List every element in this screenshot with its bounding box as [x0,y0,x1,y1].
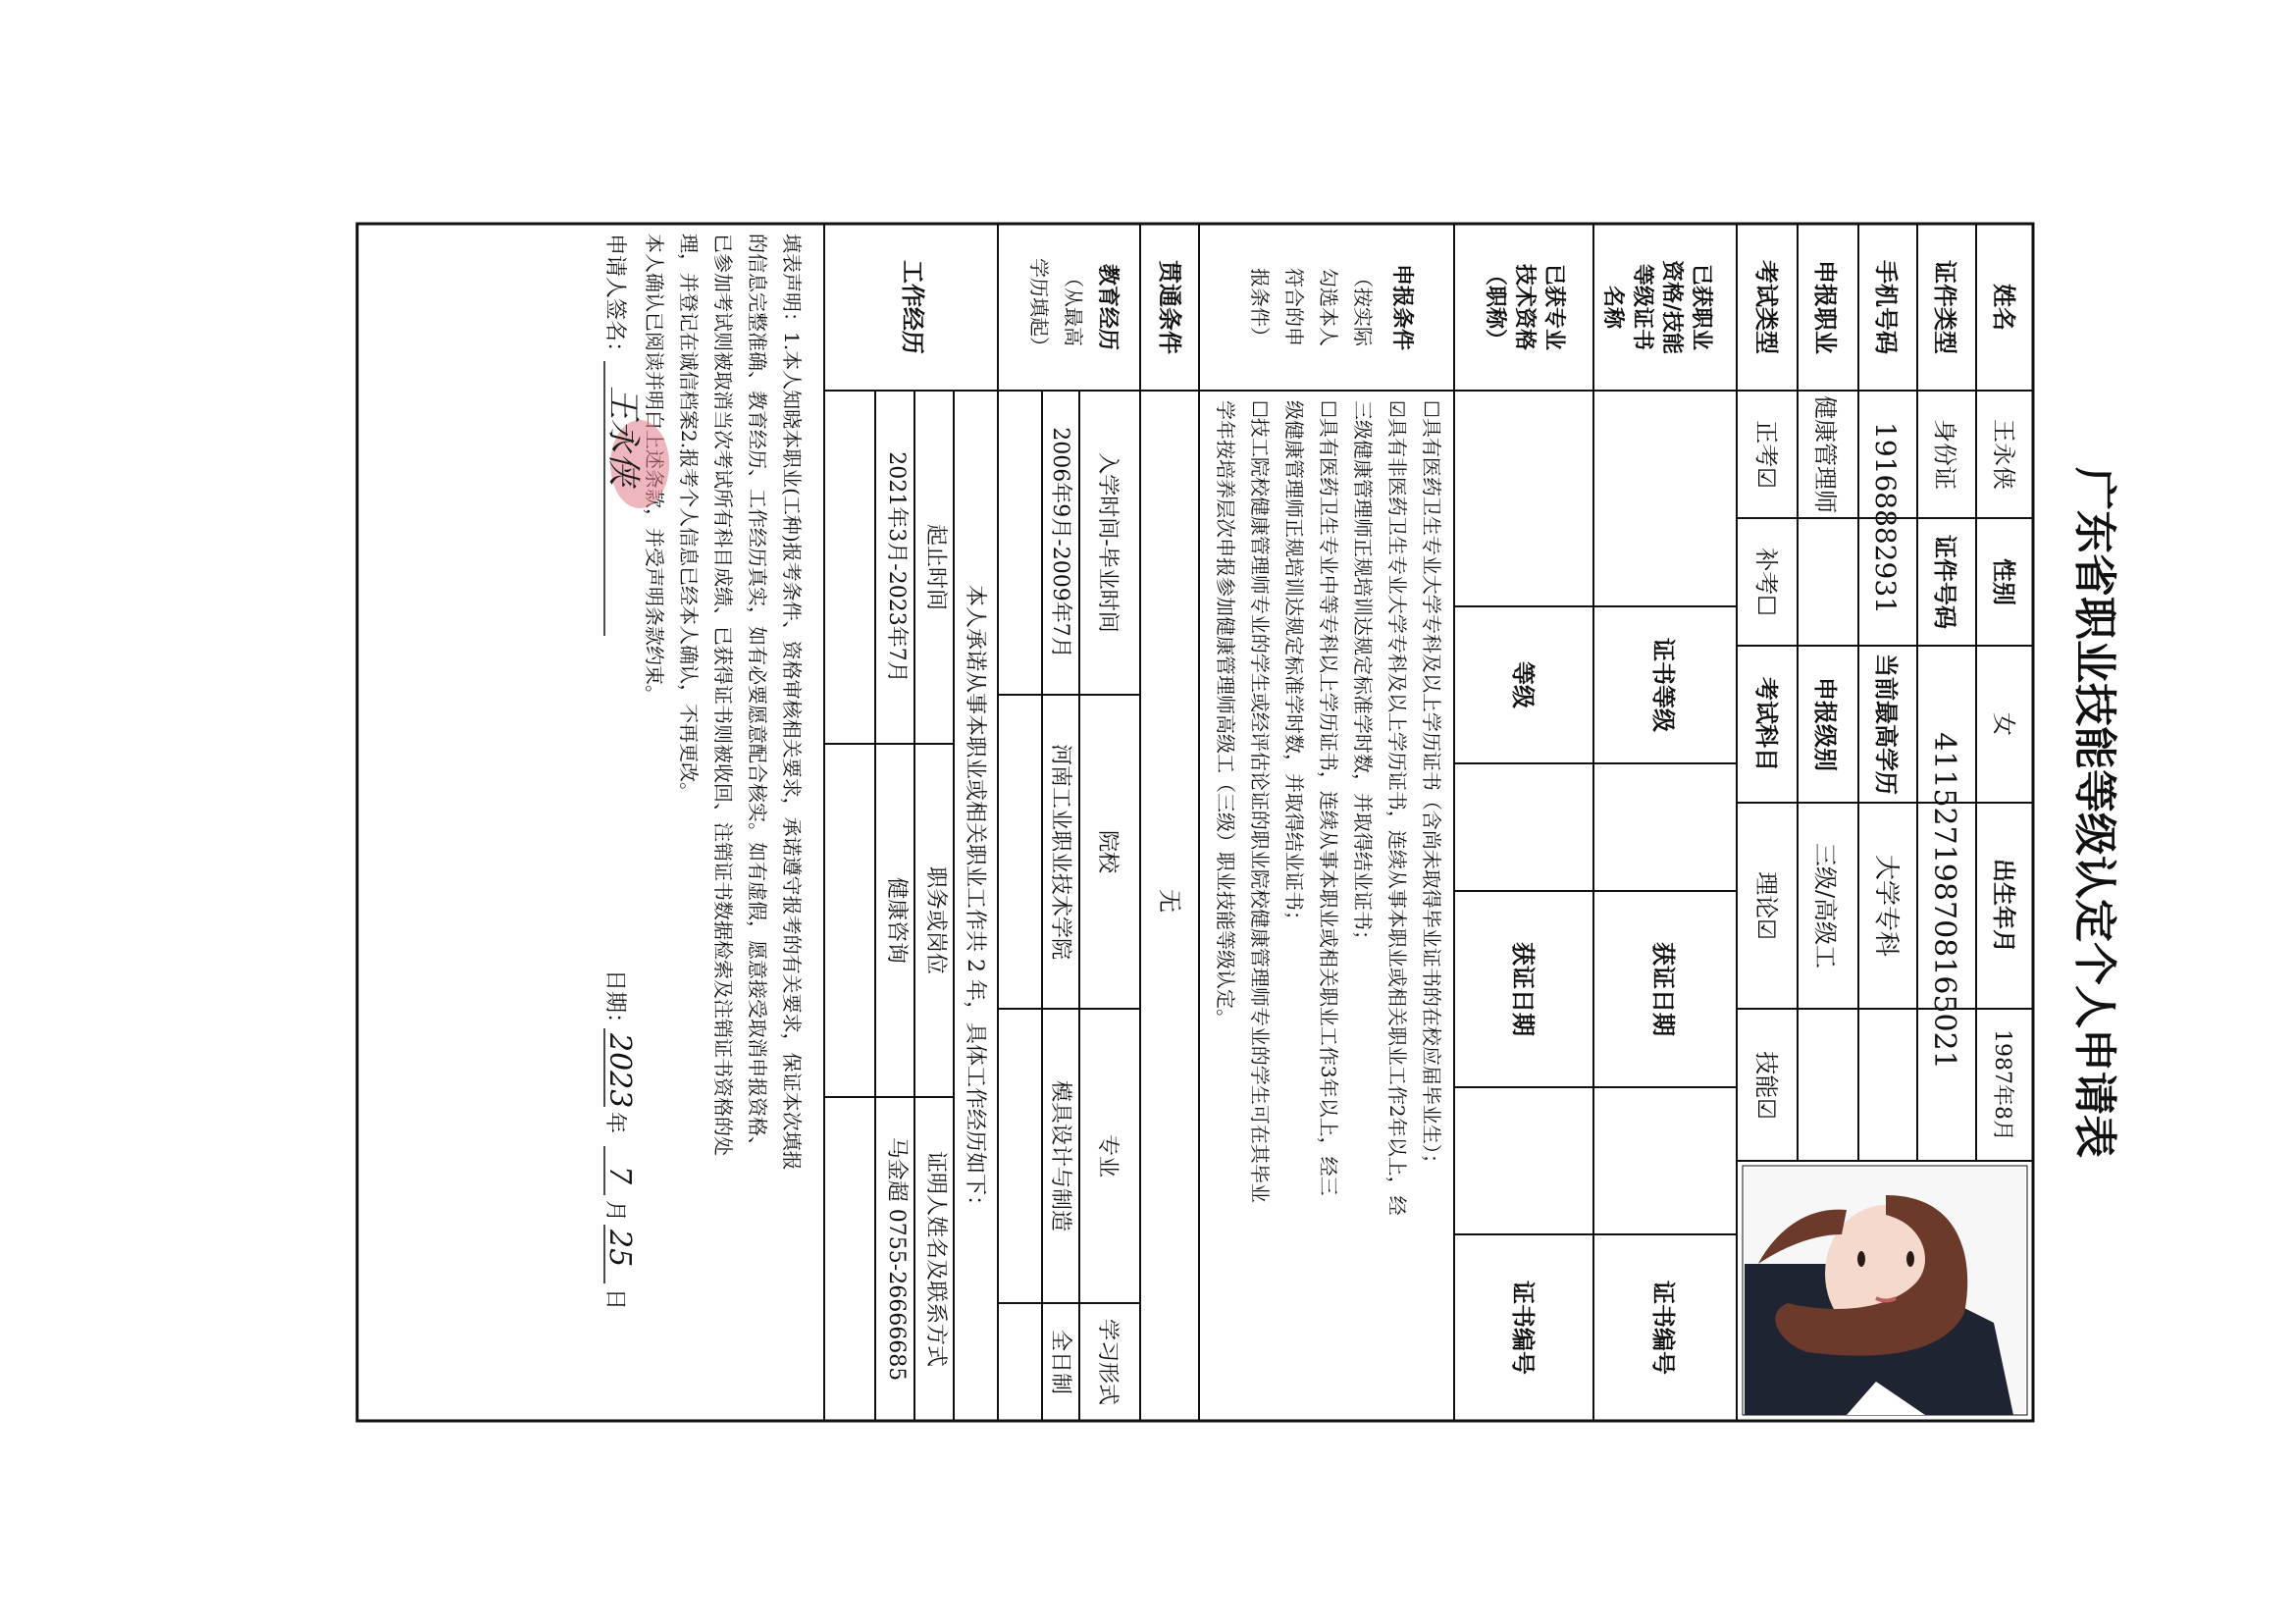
edu-hist-label-2: （从最高 [1062,268,1085,346]
work-history [884,260,987,1381]
condition-2b: 三级健康管理师正规培训达规定标准学时数，并取得结业证书； [1351,400,1375,950]
title-label-1: 已获专业 [1541,263,1567,351]
work-col-position: 职务或岗位 [923,865,948,975]
birth-value: 1987年8月 [1990,1029,2014,1141]
cert-row [1483,260,1714,1375]
form-title: 广东省职业技能等级认定个人申请表 [2069,467,2119,1158]
id-no-label: 证件号码 [1931,535,1959,629]
name-value: 王永侠 [1990,419,2017,490]
declaration [643,234,804,1171]
date-day: 25 [602,1230,637,1268]
edu-row-school: 河南工业职业技术学院 [1048,743,1072,961]
declaration-line-3: 已参加考试则被取消当次考试所有科目成绩、已获得证书则被收回、注销证书数据检索及注销证书资格的处 [711,234,735,1156]
edu-col-mode: 学习形式 [1095,1318,1120,1406]
cert-date-label: 获证日期 [1649,942,1678,1036]
conditions-label-4: 符合的申 [1282,268,1306,346]
edu-row-major: 模具设计与制造 [1048,1079,1072,1232]
exam-type-makeup: 补考☐ [1752,548,1780,616]
title-level-label: 等级 [1509,661,1538,708]
phone-label: 手机号码 [1872,260,1901,354]
level-label: 申报级别 [1811,677,1840,771]
cert-label-2: 资格/技能 [1659,259,1685,355]
work-row-period: 2021年3月-2023年7月 [884,451,909,683]
subject-skill: 技能☑ [1752,1051,1780,1120]
work-row-position: 健康咨询 [884,876,909,965]
edu-value: 大学专科 [1871,854,1901,958]
job-value: 健康管理师 [1811,395,1839,513]
id-type-label: 证件类型 [1931,260,1959,354]
subject-theory: 理论☑ [1752,871,1780,940]
title-date-label: 获证日期 [1509,942,1538,1036]
pass-value: 无 [1156,889,1183,913]
cert-no-label: 证书编号 [1649,1281,1678,1375]
edu-label: 当前最高学历 [1872,654,1901,795]
title-label-2: 技术资格 [1512,263,1538,351]
conditions-section [1214,264,1443,1216]
exam-type-first: 正考☑ [1752,420,1780,489]
applicant-signature: 王永侠 [603,386,643,486]
title-label-3: （职称） [1483,263,1508,351]
date-label: 日期： [602,969,627,1035]
condition-3a: ☐具有医药卫生专业中等专科以上学历证书，连续从事本职业或相关职业工作3年以上，经三 [1317,400,1340,1196]
date-year-unit: 年 [602,1112,627,1134]
condition-2a: ☑具有非医药卫生专业大学专科及以上学历证书，连续从事本职业或相关职业工作2年以上，经 [1385,400,1409,1216]
id-no-value: 411527198708165021 [1927,732,1961,1070]
edu-col-major: 专业 [1095,1133,1120,1178]
gender-value: 女 [1990,712,2017,736]
work-col-period: 起止时间 [923,523,948,611]
name-label: 姓名 [1990,284,2018,331]
title-no-label: 证书编号 [1509,1281,1538,1375]
date-month: 7 [602,1166,637,1185]
edu-row-mode: 全日制 [1048,1329,1072,1395]
edu-hist-label-1: 教育经历 [1095,263,1121,351]
job-label: 申报职业 [1811,260,1840,354]
work-intro: 本人承诺从事本职业或相关职业工作共 2 年，具体工作经历如下： [963,585,987,1217]
application-form [357,224,2119,1421]
conditions-label-3: 勾选本人 [1317,268,1340,346]
id-type-value: 身份证 [1931,419,1958,490]
work-row-reference: 马金超 0755-26666685 [884,1136,909,1382]
phone-value: 19168882931 [1869,422,1902,614]
sign-label: 申请人签名： [602,234,627,364]
declaration-line-1: 填表声明：1.本人知晓本职业(工种)报考条件、资格审核相关要求，承诺遵守报考的有关要求，保证本次填报 [780,234,804,1171]
cert-label-3: 等级证书 [1630,263,1655,351]
declaration-line-2: 的信息完整准确、教育经历、工作经历真实，如有必要愿意配合核实。如有虚假，愿意接受取消申报资格、 [746,234,769,1156]
work-label: 工作经历 [899,260,927,354]
cert-level-label: 证书等级 [1649,638,1678,732]
edu-hist-label-3: 学历填起） [1027,258,1051,356]
date-month-unit: 月 [602,1200,627,1223]
condition-3b: 级健康管理师正规培训达规定标准学时数，并取得结业证书； [1282,400,1306,930]
level-value: 三级/高级工 [1811,842,1839,969]
pass-label: 贯通条件 [1156,260,1184,354]
condition-1: ☐具有医药卫生专业大学专科及以上学历证书（含尚未取得毕业证书的在校应届毕业生）； [1420,400,1443,1174]
edu-row-period: 2006年9月-2009年7月 [1048,427,1072,658]
date-year: 2023 [602,1033,637,1109]
edu-col-school: 院校 [1095,829,1120,874]
conditions-label-5: 报条件） [1248,268,1272,346]
birth-label: 出生年月 [1990,859,2018,953]
conditions-label-2: （按实际 [1351,268,1375,346]
gender-label: 性别 [1990,558,2018,605]
cert-label-1: 已获职业 [1689,263,1714,351]
edu-col-period: 入学时间-毕业时间 [1095,452,1120,633]
date-day-unit: 日 [602,1288,627,1311]
declaration-line-4: 理，并登记在诚信档案2.报考个人信息已经本人确认，不再更改。 [677,234,701,803]
subject-label: 考试科目 [1752,677,1781,771]
cert-label-4: 名称 [1600,285,1626,330]
conditions-label-1: 申报条件 [1389,263,1415,351]
exam-type-label: 考试类型 [1752,260,1781,354]
applicant-photo [1743,1166,2027,1415]
condition-4b: 学年按培养层次申报参加健康管理师高级工（三级）职业技能等级认定。 [1214,400,1237,1028]
work-col-reference: 证明人姓名及联系方式 [923,1150,948,1368]
condition-4a: ☐技工院校健康管理师专业的学生或经评估论证的职业院校健康管理师专业的学生可在其毕业 [1248,400,1272,1203]
